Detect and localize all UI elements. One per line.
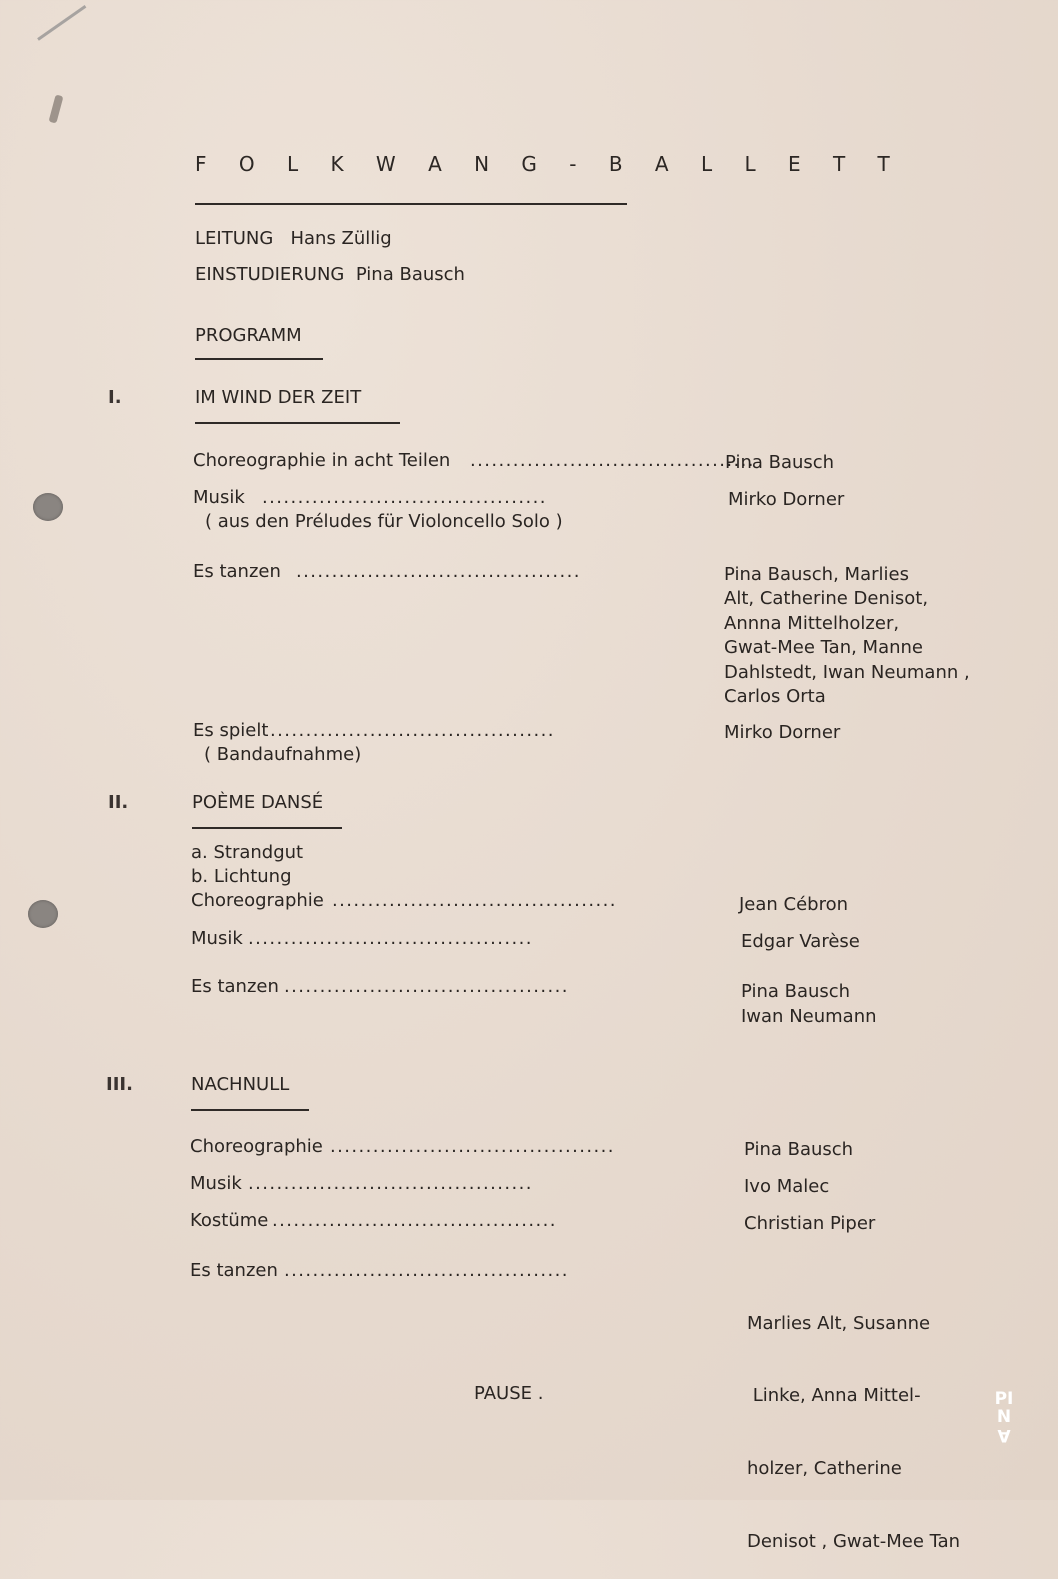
row-label: Musik	[193, 487, 245, 508]
dancer-line: holzer, Catherine	[747, 1458, 902, 1480]
row-label: Musik	[190, 1173, 242, 1194]
leader-dots: ........................................	[262, 487, 547, 508]
pause-footer: PAUSE .	[474, 1383, 544, 1404]
row-value-list	[741, 979, 877, 1029]
leader-dots: ........................................	[332, 890, 617, 911]
row-label: Kostüme	[190, 1210, 269, 1231]
part-item: b. Lichtung	[191, 866, 292, 887]
programm-rule	[195, 358, 323, 360]
row-label: Es tanzen	[193, 561, 281, 582]
part-item: a. Strandgut	[191, 842, 304, 863]
row-value: Ivo Malec	[744, 1176, 830, 1197]
logo-text: PI	[994, 1389, 1014, 1409]
row-subtitle: ( aus den Préludes für Violoncello Solo )	[205, 511, 563, 532]
leader-dots: ........................................	[248, 1173, 533, 1194]
logo-text: N	[996, 1407, 1012, 1427]
leader-dots: ........................................	[270, 720, 555, 741]
dancer-line: Linke, Anna Mittel-	[747, 1385, 921, 1407]
leader-dots: ........................................	[284, 1260, 569, 1281]
row-label: Es tanzen	[190, 1260, 278, 1281]
logo-text: A	[997, 1425, 1011, 1445]
section-numeral: II.	[108, 792, 129, 813]
row-value: Mirko Dorner	[724, 722, 841, 743]
credit-value: Hans Züllig	[290, 228, 392, 249]
pina-logo	[993, 1390, 1015, 1444]
section-title: NACHNULL	[191, 1074, 290, 1095]
credit-einstudierung	[195, 264, 465, 285]
row-label: Es tanzen	[191, 976, 279, 997]
ink-mark	[49, 94, 64, 123]
leader-dots: ........................................	[284, 976, 569, 997]
section-title: POÈME DANSÉ	[192, 792, 324, 813]
credit-label: EINSTUDIERUNG	[195, 264, 345, 285]
row-label: Choreographie	[190, 1136, 323, 1157]
title-rule	[195, 203, 627, 205]
section-rule	[191, 1109, 309, 1111]
credit-value: Pina Bausch	[355, 264, 465, 285]
section-title: IM WIND DER ZEIT	[195, 387, 362, 408]
section-rule	[192, 827, 342, 829]
leader-dots: ........................................	[330, 1136, 615, 1157]
section-numeral: III.	[106, 1074, 133, 1095]
row-value: Mirko Dorner	[728, 489, 845, 510]
pencil-mark	[37, 5, 86, 41]
row-value: Christian Piper	[744, 1213, 876, 1234]
dancer-line: Carlos Orta	[724, 686, 826, 708]
dancer-line: Pina Bausch, Marlies	[724, 564, 909, 585]
dancer-line: Gwat-Mee Tan, Manne	[724, 637, 924, 659]
hole-punch	[33, 493, 63, 521]
dancer-line: Annna Mittelholzer,	[724, 612, 900, 634]
leader-dots: ........................................	[296, 561, 581, 582]
leader-dots: ........................................	[272, 1210, 557, 1231]
document-title: F O L K W A N G - B A L L E T T	[195, 152, 903, 176]
row-value: Jean Cébron	[739, 894, 849, 915]
section-rule	[195, 422, 400, 424]
credit-label: LEITUNG	[195, 228, 274, 249]
leader-dots: ........................................	[248, 928, 533, 949]
row-label: Choreographie in acht Teilen	[193, 450, 451, 471]
dancer-line: Marlies Alt, Susanne	[747, 1312, 931, 1334]
row-label: Musik	[191, 928, 243, 949]
dancer-line: Iwan Neumann	[741, 1006, 877, 1027]
programm-heading: PROGRAMM	[195, 325, 302, 346]
dancer-line: Alt, Catherine Denisot,	[724, 588, 929, 610]
row-label: Es spielt	[193, 720, 269, 741]
row-value: Pina Bausch	[725, 452, 835, 473]
row-value: Edgar Varèse	[741, 931, 860, 952]
row-value-list	[747, 1263, 960, 1579]
credit-leitung	[195, 228, 392, 249]
row-label: Choreographie	[191, 890, 324, 911]
dancer-line: Dahlstedt, Iwan Neumann ,	[724, 661, 970, 683]
leader-dots: ........................................	[470, 450, 755, 471]
hole-punch	[28, 900, 58, 928]
row-subtitle: ( Bandaufnahme)	[204, 744, 362, 765]
dancer-line: Denisot , Gwat-Mee Tan	[747, 1531, 961, 1553]
section-numeral: I.	[108, 387, 122, 408]
dancer-line: Pina Bausch	[741, 981, 851, 1002]
row-value-list	[724, 563, 970, 709]
row-value: Pina Bausch	[744, 1139, 854, 1160]
